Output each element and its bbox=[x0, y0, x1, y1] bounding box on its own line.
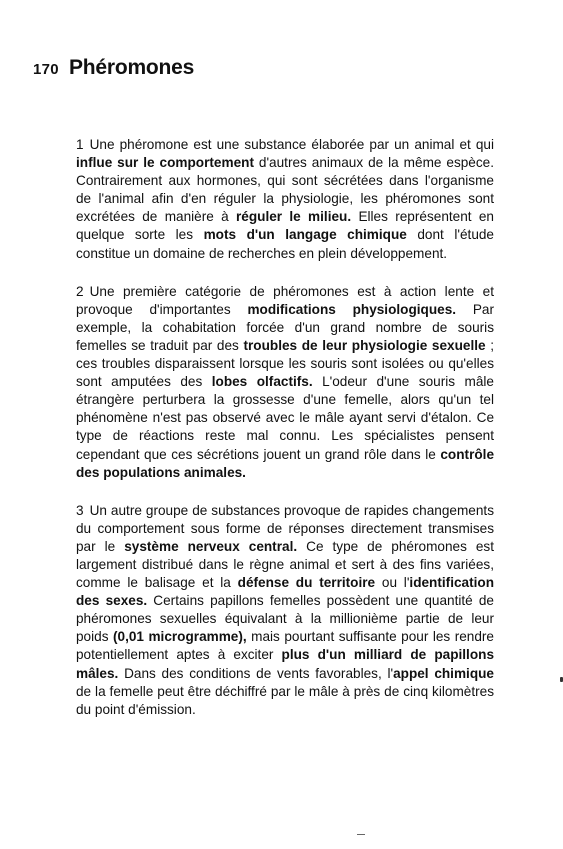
emphasis-text: (0,01 microgramme), bbox=[112, 629, 247, 645]
text-segment: ou l' bbox=[375, 575, 410, 591]
paragraph-1 bbox=[76, 136, 494, 263]
emphasis-text: appel chimique bbox=[393, 665, 494, 681]
emphasis-text: plus d'un milliard de papillons mâles. bbox=[76, 647, 495, 681]
chapter-title: Phéromones bbox=[68, 56, 195, 79]
emphasis-text: troubles de leur physiologie sexuelle bbox=[243, 337, 486, 353]
page-header bbox=[33, 56, 194, 80]
emphasis-text: réguler le milieu. bbox=[236, 209, 352, 225]
scan-mark bbox=[357, 834, 365, 835]
emphasis-text: défense du territoire bbox=[237, 575, 376, 591]
paragraph-2 bbox=[76, 283, 494, 482]
text-segment: Une première catégorie de phéromones est à action lente et provoque d'importantes bbox=[76, 283, 494, 317]
emphasis-text: influe sur le comportement bbox=[76, 155, 254, 171]
emphasis-text: modifications physiologiques. bbox=[247, 301, 457, 317]
emphasis-text: lobes olfactifs. bbox=[211, 374, 313, 390]
emphasis-text: mots d'un langage chimique bbox=[203, 227, 407, 243]
text-segment: Dans des conditions de vents favorables, l' bbox=[118, 665, 394, 681]
text-segment: Une phéromone est une substance élaborée par un animal et qui bbox=[89, 137, 494, 152]
text-segment: dont l'étude constitue un domaine de recherches en plein développement. bbox=[76, 227, 494, 261]
paragraph-number: 1 bbox=[76, 137, 84, 152]
text-segment: de la femelle peut être déchiffré par le mâle à près de cinq kilomètres du point d'émission. bbox=[76, 683, 494, 717]
page-number: 170 bbox=[33, 61, 59, 78]
text-segment: Un autre groupe de substances provoque de rapides changements du comportement sous forme de réponses directement transmises par le bbox=[76, 502, 494, 554]
text-segment: Par exemple, la cohabitation forcée d'un grand nombre de souris femelles se traduit par des bbox=[76, 301, 494, 353]
text-segment: Ce type de phéromones est largement distribué dans le règne animal et sert à des fins variées, comme le balisage et la bbox=[76, 538, 494, 591]
emphasis-text: système nerveux central. bbox=[124, 538, 298, 554]
emphasis-text: identification des sexes. bbox=[76, 575, 495, 609]
paragraph-3 bbox=[76, 502, 494, 719]
text-segment: mais pourtant suffisante pour les rendre potentiellement aptes à exciter bbox=[76, 629, 494, 663]
paragraph-number: 3 bbox=[76, 502, 84, 518]
text-segment: Elles représentent en quelque sorte les bbox=[76, 209, 494, 243]
text-segment: ; ces troubles disparaissent lorsque les souris sont isolées ou qu'elles sont amputées des bbox=[76, 337, 494, 390]
text-segment: Certains papillons femelles possèdent une quantité de phéromones sexuelles équivalant à la millionième partie de leur poids bbox=[76, 593, 494, 645]
paragraph-number: 2 bbox=[76, 283, 84, 299]
body-text bbox=[76, 136, 494, 739]
text-segment: L'odeur d'une souris mâle étrangère perturbera la grossesse d'une femelle, alors qu'un tel phénomène n'est pas observé avec le mâle ayant servi d'étalon. Ce type de réactions reste mal connu. Les spécialistes pensent cependant que ces sécrétions jouent un grand rôle dans le bbox=[76, 374, 494, 462]
text-segment: d'autres animaux de la même espèce. Contrairement aux hormones, qui sont sécrétées dans l'organisme de l'animal afin d'en réguler la physiologie, les phéromones sont excrétées de manière à bbox=[76, 155, 494, 225]
emphasis-text: contrôle des populations animales. bbox=[76, 446, 494, 480]
